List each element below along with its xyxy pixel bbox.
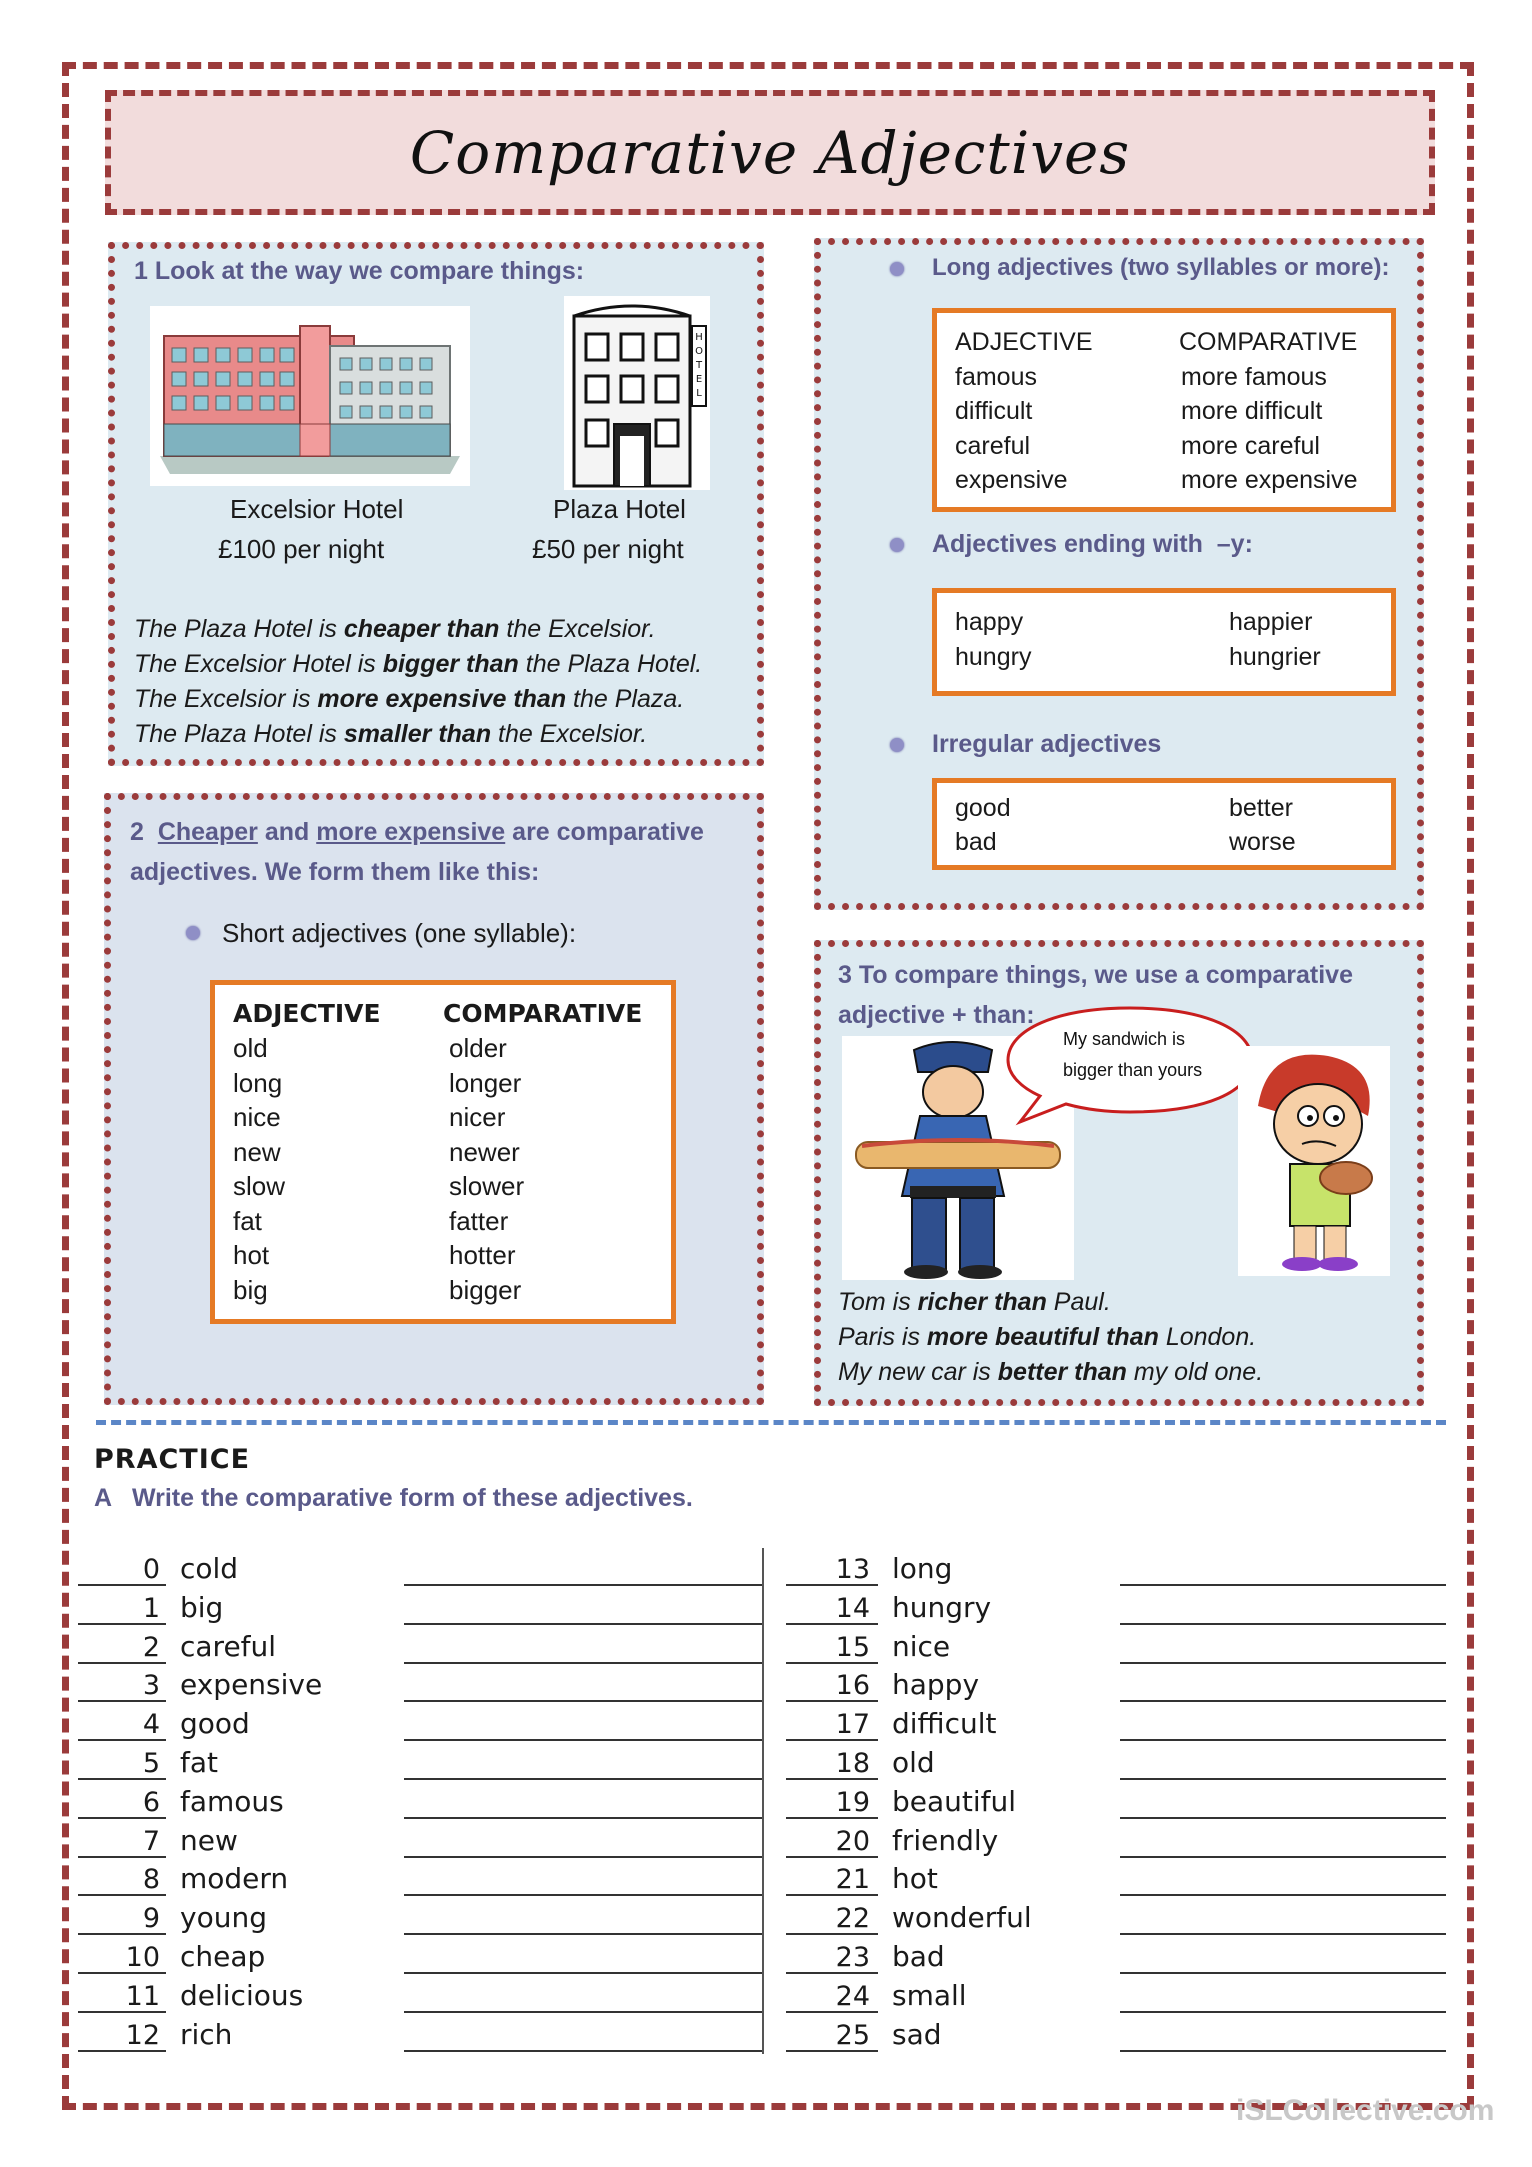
practice-item: 24 small — [786, 1975, 1448, 2014]
practice-item: 19 beautiful — [786, 1781, 1448, 1820]
practice-item: 1 big — [78, 1587, 762, 1626]
section-2-heading: 2 Cheaper and more expensive are comparative adjectives. We form them like this: — [130, 818, 704, 886]
practice-item: 12 rich — [78, 2014, 762, 2053]
speech-bubble-text: My sandwich is bigger than yours — [1063, 1029, 1203, 1080]
bullet-icon — [186, 926, 200, 940]
answer-line[interactable] — [1120, 1664, 1446, 1702]
table-row: long longer — [233, 1067, 522, 1098]
answer-line[interactable] — [1120, 1587, 1446, 1625]
svg-text:T: T — [695, 360, 703, 371]
practice-item: 18 old — [786, 1742, 1448, 1781]
answer-line[interactable] — [1120, 1897, 1446, 1935]
answer-line[interactable] — [404, 2014, 762, 2052]
table-row: expensive more expensive — [955, 466, 1358, 494]
irregular-adjectives-table — [932, 778, 1396, 870]
practice-item: 21 hot — [786, 1858, 1448, 1897]
table-row: happy happier — [955, 608, 1313, 636]
page-title: Comparative Adjectives — [409, 118, 1131, 187]
table-row: hot hotter — [233, 1240, 516, 1270]
excelsior-price: £100 per night — [218, 534, 385, 564]
bullet-icon — [890, 738, 904, 752]
table-row: careful more careful — [955, 431, 1320, 460]
practice-right-column — [786, 1548, 1448, 2052]
table-row: old older — [233, 1033, 507, 1063]
answer-line[interactable] — [1120, 1936, 1446, 1974]
example-sentence: The Excelsior Hotel is bigger than the Plaza Hotel. — [134, 650, 703, 678]
practice-item: 10 cheap — [78, 1936, 762, 1975]
excelsior-name: Excelsior Hotel — [230, 494, 404, 524]
practice-item: 15 nice — [786, 1626, 1448, 1665]
practice-item: 13 long — [786, 1548, 1448, 1587]
example-sentence: The Plaza Hotel is cheaper than the Excelsior. — [134, 615, 656, 643]
example-sentence: The Excelsior is more expensive than the Plaza. — [134, 685, 685, 713]
practice-item: 23 bad — [786, 1936, 1448, 1975]
section-3-heading: 3 To compare things, we use a comparative adjective + than: — [838, 961, 1353, 1029]
answer-line[interactable] — [404, 1703, 762, 1741]
svg-text:L: L — [696, 388, 702, 399]
plaza-name: Plaza Hotel — [553, 494, 686, 524]
table-header: ADJECTIVE — [955, 328, 1093, 356]
bullet-icon — [890, 538, 904, 552]
svg-text:O: O — [695, 346, 703, 357]
practice-item: 17 difficult — [786, 1703, 1448, 1742]
answer-line[interactable] — [404, 1587, 762, 1625]
table-row: nice nicer — [233, 1102, 506, 1132]
answer-line[interactable] — [404, 1664, 762, 1702]
practice-item: 7 new — [78, 1820, 762, 1859]
table-row: difficult more difficult — [955, 397, 1323, 425]
practice-item: 0 cold — [78, 1548, 762, 1587]
practice-heading: PRACTICE — [94, 1444, 251, 1475]
practice-item: 8 modern — [78, 1858, 762, 1897]
table-row: slow slower — [233, 1171, 525, 1201]
table-header: ADJECTIVE — [233, 999, 381, 1028]
plaza-price: £50 per night — [532, 534, 684, 564]
column-divider — [762, 1548, 764, 2054]
answer-line[interactable] — [404, 1626, 762, 1664]
long-adjectives-heading: Long adjectives (two syllables or more): — [932, 254, 1390, 281]
y-adjectives-table — [932, 588, 1396, 696]
boy-image — [1238, 1046, 1390, 1276]
practice-item: 4 good — [78, 1703, 762, 1742]
y-adjectives-heading: Adjectives ending with –y: — [932, 530, 1253, 558]
excelsior-hotel-image — [150, 306, 470, 486]
answer-line[interactable] — [1120, 1742, 1446, 1780]
practice-item: 3 expensive — [78, 1664, 762, 1703]
practice-item: 14 hungry — [786, 1587, 1448, 1626]
table-row: hungry hungrier — [955, 642, 1321, 671]
answer-line[interactable] — [1120, 1975, 1446, 2013]
table-row: new newer — [233, 1136, 520, 1167]
practice-item: 6 famous — [78, 1781, 762, 1820]
example-sentence: Paris is more beautiful than London. — [838, 1323, 1257, 1351]
table-row: fat fatter — [233, 1205, 509, 1236]
practice-item: 5 fat — [78, 1742, 762, 1781]
answer-line[interactable] — [1120, 1626, 1446, 1664]
answer-line[interactable] — [404, 1858, 762, 1896]
practice-item: 11 delicious — [78, 1975, 762, 2014]
answer-line[interactable] — [404, 1936, 762, 1974]
practice-item: 25 sad — [786, 2014, 1448, 2053]
practice-item: 20 friendly — [786, 1820, 1448, 1859]
example-sentence: The Plaza Hotel is smaller than the Excelsior. — [134, 720, 648, 748]
long-adjectives-table — [932, 308, 1396, 512]
answer-line[interactable] — [404, 1820, 762, 1858]
plaza-hotel-image — [564, 296, 710, 490]
answer-line[interactable] — [1120, 1703, 1446, 1741]
section-3-sentences — [838, 1285, 1418, 1390]
answer-line[interactable] — [1120, 1820, 1446, 1858]
svg-text:E: E — [695, 374, 703, 385]
practice-item: 16 happy — [786, 1664, 1448, 1703]
example-sentence: Tom is richer than Paul. — [838, 1288, 1111, 1316]
practice-item: 2 careful — [78, 1626, 762, 1665]
answer-line[interactable] — [404, 1897, 762, 1935]
short-adjectives-table — [210, 980, 676, 1324]
answer-line[interactable] — [404, 1548, 762, 1586]
table-header: COMPARATIVE — [1179, 328, 1358, 356]
answer-line[interactable] — [404, 1975, 762, 2013]
title-banner — [105, 90, 1435, 215]
answer-line[interactable] — [1120, 1548, 1446, 1586]
section-divider — [96, 1420, 1446, 1425]
hotel-sign-text: H — [695, 332, 703, 343]
answer-line[interactable] — [1120, 1858, 1446, 1896]
table-header: COMPARATIVE — [443, 999, 643, 1028]
answer-line[interactable] — [1120, 1781, 1446, 1819]
bullet-icon — [890, 262, 904, 276]
irregular-adjectives-heading: Irregular adjectives — [932, 730, 1162, 758]
table-row: bad worse — [955, 828, 1296, 856]
watermark: iSLCollective.com — [1236, 2094, 1495, 2127]
section-1-heading: 1 Look at the way we compare things: — [134, 257, 585, 285]
example-sentence: My new car is better than my old one. — [838, 1358, 1264, 1386]
answer-line[interactable] — [1120, 2014, 1446, 2052]
table-row: big bigger — [233, 1274, 522, 1305]
practice-left-column — [78, 1548, 762, 2052]
table-row: good better — [955, 794, 1293, 822]
table-row: famous more famous — [955, 362, 1327, 391]
short-adjectives-label: Short adjectives (one syllable): — [222, 918, 577, 948]
answer-line[interactable] — [404, 1742, 762, 1780]
practice-instruction: A Write the comparative form of these adjectives. — [94, 1484, 693, 1512]
section-1-sentences — [134, 612, 754, 752]
practice-item: 22 wonderful — [786, 1897, 1448, 1936]
answer-line[interactable] — [404, 1781, 762, 1819]
practice-item: 9 young — [78, 1897, 762, 1936]
